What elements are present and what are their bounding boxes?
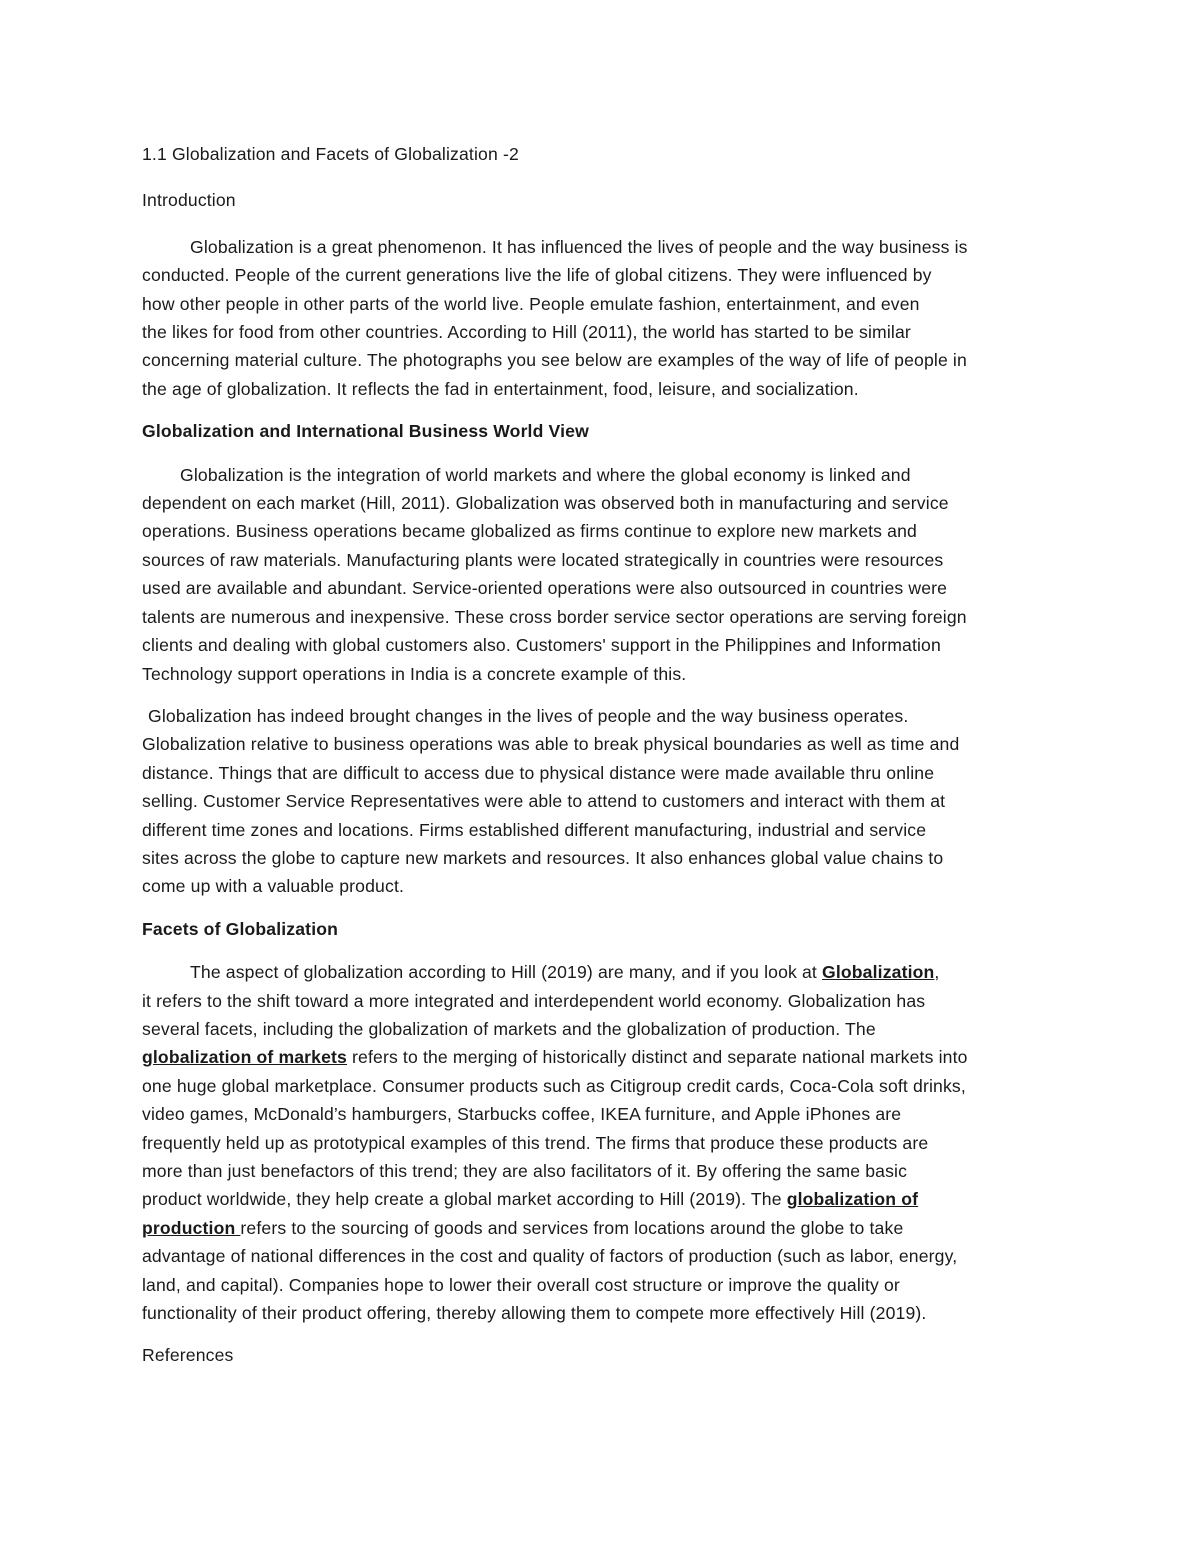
- paragraph-line: dependent on each market (Hill, 2011). Globalization was observed both in manufacturing and service: [142, 493, 949, 514]
- text-run: product worldwide, they help create a global market according to Hill (2019). The: [142, 1189, 787, 1210]
- text-run: ,: [934, 962, 940, 983]
- paragraph-line: selling. Customer Service Representatives were able to attend to customers and interact with them at: [142, 791, 946, 812]
- paragraph-line: come up with a valuable product.: [142, 876, 405, 897]
- paragraph-line: Globalization relative to business operations was able to break physical boundaries as well as time and: [142, 734, 960, 755]
- paragraph-line: Globalization has indeed brought changes in the lives of people and the way business operates.: [148, 705, 909, 726]
- paragraph-line: one huge global marketplace. Consumer products such as Citigroup credit cards, Coca-Cola soft drinks,: [142, 1075, 966, 1096]
- world-view-paragraph-2: [142, 702, 1072, 901]
- paragraph-line: [142, 1214, 1072, 1242]
- paragraph-line: it refers to the shift toward a more integrated and interdependent world economy. Globalization has: [142, 990, 926, 1011]
- paragraph-line: Globalization is a great phenomenon. It has influenced the lives of people and the way business is: [190, 236, 968, 257]
- text-run: The aspect of globalization according to Hill (2019) are many, and if you look at: [190, 962, 823, 983]
- paragraph-line: clients and dealing with global customers also. Customers' support in the Philippines and Information: [142, 635, 941, 656]
- paragraph-line: [142, 958, 1072, 986]
- paragraph-line: several facets, including the globalization of markets and the globalization of production. The: [142, 1018, 876, 1039]
- paragraph-line: sites across the globe to capture new markets and resources. It also enhances global value chains to: [142, 847, 944, 868]
- term-globalization-of-markets-link[interactable]: globalization of markets: [142, 1047, 347, 1068]
- paragraph-line: [142, 1185, 1072, 1213]
- world-view-paragraph-1: [142, 461, 1072, 688]
- document-page: [142, 140, 1072, 1370]
- paragraph-line: land, and capital). Companies hope to lower their overall cost structure or improve the quality or: [142, 1274, 900, 1295]
- term-globalization-link[interactable]: Globalization: [822, 962, 935, 983]
- paragraph-line: sources of raw materials. Manufacturing plants were located strategically in countries were resources: [142, 549, 944, 570]
- paragraph-line: Globalization is the integration of world markets and where the global economy is linked and: [180, 464, 911, 485]
- paragraph-line: the age of globalization. It reflects the fad in entertainment, food, leisure, and socialization.: [142, 378, 859, 399]
- paragraph-line: advantage of national differences in the cost and quality of factors of production (such as labor, energy,: [142, 1246, 958, 1267]
- paragraph-line: functionality of their product offering, thereby allowing them to compete more effectively Hill (2019).: [142, 1303, 927, 1324]
- paragraph-line: talents are numerous and inexpensive. These cross border service sector operations are serving foreign: [142, 606, 967, 627]
- paragraph-line: different time zones and locations. Firms established different manufacturing, industrial and service: [142, 819, 927, 840]
- paragraph-line: [142, 1043, 1072, 1071]
- section-heading-world-view: Globalization and International Business World View: [142, 421, 589, 442]
- paragraph-line: frequently held up as prototypical examples of this trend. The firms that produce these products are: [142, 1132, 929, 1153]
- paragraph-line: Technology support operations in India is a concrete example of this.: [142, 663, 687, 684]
- term-globalization-of-production-link[interactable]: globalization of: [786, 1189, 919, 1210]
- text-run: refers to the merging of historically distinct and separate national markets into: [346, 1047, 968, 1068]
- paragraph-line: video games, McDonald’s hamburgers, Starbucks coffee, IKEA furniture, and Apple iPhones are: [142, 1104, 902, 1125]
- term-production-link[interactable]: production: [142, 1217, 241, 1238]
- document-title: 1.1 Globalization and Facets of Globalization -2: [142, 144, 519, 164]
- section-heading-facets: Facets of Globalization: [142, 918, 339, 939]
- paragraph-line: used are available and abundant. Service-oriented operations were also outsourced in countries were: [142, 578, 948, 599]
- text-run: refers to the sourcing of goods and services from locations around the globe to take: [240, 1217, 904, 1238]
- references-heading: References: [142, 1345, 234, 1366]
- paragraph-line: concerning material culture. The photographs you see below are examples of the way of life of people in: [142, 350, 967, 371]
- paragraph-line: how other people in other parts of the world live. People emulate fashion, entertainment, and even: [142, 293, 920, 314]
- facets-paragraph: [142, 958, 1072, 1327]
- introduction-paragraph: [142, 233, 1072, 403]
- paragraph-line: conducted. People of the current generations live the life of global citizens. They were influenced by: [142, 265, 932, 286]
- paragraph-line: the likes for food from other countries. According to Hill (2011), the world has started to be similar: [142, 322, 911, 343]
- paragraph-line: distance. Things that are difficult to access due to physical distance were made available thru online: [142, 762, 935, 783]
- paragraph-line: operations. Business operations became globalized as firms continue to explore new markets and: [142, 521, 917, 542]
- paragraph-line: more than just benefactors of this trend; they are also facilitators of it. By offering the same basic: [142, 1161, 908, 1181]
- introduction-heading: Introduction: [142, 190, 236, 211]
